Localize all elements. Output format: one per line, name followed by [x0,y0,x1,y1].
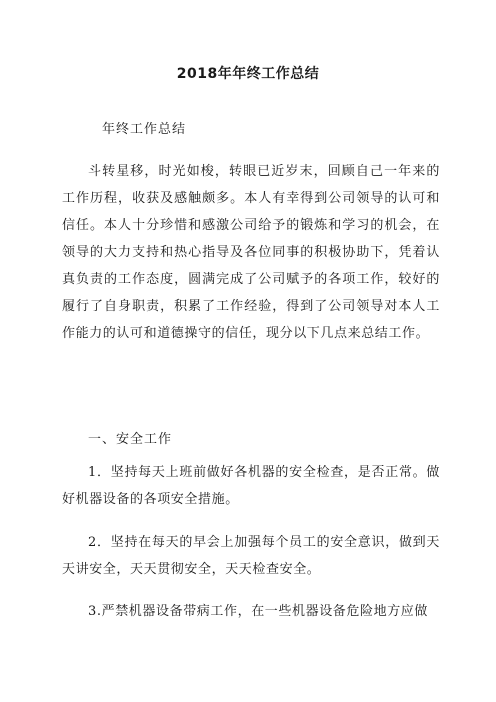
list-item: 3.严禁机器设备带病工作，在一些机器设备危险地方应做 [88,604,429,619]
list-item: 1．坚持每天上班前做好各机器的安全检查，是否正常。做好机器设备的各项安全措施。 [62,465,440,507]
list-item: 2．坚持在每天的早会上加强每个员工的安全意识，做到天天讲安全，天天贯彻安全，天天检查安全。 [62,535,440,577]
section-heading: 一、安全工作 [88,432,173,447]
document-subtitle: 年终工作总结 [102,122,187,137]
document-title: 2018年年终工作总结 [176,66,320,82]
intro-paragraph: 斗转星移，时光如梭，转眼已近岁末，回顾自己一年来的工作历程，收获及感触颇多。本人有幸得到公司领导的认可和信任。本人十分珍惜和感激公司给予的锻炼和学习的机会，在领导的大力支持和热心指导及各位同事的积极协助下，凭着认真负责的工作态度，圆满完成了公司赋予的各项工作，较好的履行了自身职责，积累了工作经验，得到了公司领导对本人工作能力的认可和道德操守的信任，现分以下几点来总结工作。 [62,164,440,341]
